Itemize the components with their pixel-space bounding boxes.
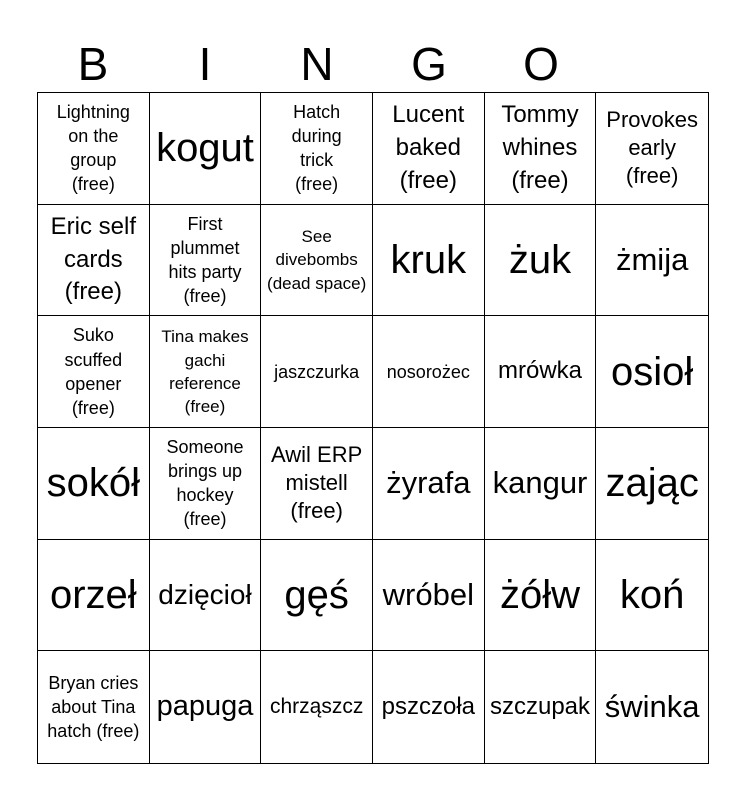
cell-text: Lucent baked (free) — [392, 101, 465, 194]
bingo-cell-r1c3[interactable] — [261, 93, 373, 205]
bingo-cell-r5c2[interactable] — [150, 540, 262, 652]
bingo-cell-r3c1[interactable] — [38, 316, 150, 428]
cell-text: Hatch during trick (free) — [291, 102, 342, 195]
cell-text: pszczoła — [381, 692, 475, 720]
cell-text: nosorożec — [386, 361, 470, 382]
cell-text: Lightning on the group (free) — [56, 102, 130, 195]
cell-text: szczupak — [489, 692, 591, 720]
cell-text: Tommy whines (free) — [501, 101, 579, 194]
cell-text: Provokes early (free) — [606, 107, 699, 189]
bingo-cell-r4c2[interactable] — [150, 428, 262, 540]
cell-text: Someone brings up hockey (free) — [166, 437, 244, 530]
header-letter-n: N — [300, 38, 334, 90]
cell-text: koń — [619, 572, 685, 617]
bingo-cell-r4c4[interactable] — [373, 428, 485, 540]
bingo-cell-r4c5[interactable] — [485, 428, 597, 540]
bingo-board — [37, 92, 709, 764]
bingo-cell-r2c2[interactable] — [150, 205, 262, 317]
bingo-cell-r6c5[interactable] — [485, 651, 597, 763]
bingo-cell-r1c1[interactable] — [38, 93, 150, 205]
bingo-cell-r1c6[interactable] — [596, 93, 708, 205]
bingo-cell-r5c4[interactable] — [373, 540, 485, 652]
bingo-cell-r6c1[interactable] — [38, 651, 150, 763]
bingo-cell-r2c1[interactable] — [38, 205, 150, 317]
cell-text: świnka — [604, 689, 700, 725]
bingo-header — [37, 36, 709, 92]
header-letter-i: I — [198, 38, 212, 90]
bingo-cell-r5c1[interactable] — [38, 540, 150, 652]
cell-text: Tina makes gachi reference (free) — [161, 327, 249, 416]
cell-text: kruk — [390, 237, 467, 282]
cell-text: orzeł — [49, 572, 137, 617]
bingo-cell-r1c5[interactable] — [485, 93, 597, 205]
cell-text: mrówka — [497, 357, 582, 385]
cell-text: jaszczurka — [274, 361, 360, 382]
bingo-cell-r6c3[interactable] — [261, 651, 373, 763]
cell-text: dzięcioł — [158, 578, 252, 610]
cell-text: Awil ERP mistell (free) — [271, 442, 363, 524]
cell-text: żmija — [615, 241, 689, 277]
bingo-cell-r2c4[interactable] — [373, 205, 485, 317]
cell-text: See divebombs (dead space) — [267, 227, 367, 293]
cell-text: kogut — [156, 126, 254, 171]
bingo-cell-r3c6[interactable] — [596, 316, 708, 428]
bingo-cell-r6c4[interactable] — [373, 651, 485, 763]
bingo-cell-r1c2[interactable] — [150, 93, 262, 205]
bingo-cell-r6c2[interactable] — [150, 651, 262, 763]
bingo-cell-r4c6[interactable] — [596, 428, 708, 540]
bingo-cell-r4c1[interactable] — [38, 428, 150, 540]
bingo-cell-r3c5[interactable] — [485, 316, 597, 428]
header-letter-g: G — [411, 38, 447, 90]
cell-text: żółw — [499, 572, 580, 617]
cell-text: wróbel — [382, 576, 474, 612]
header-letter-b: B — [77, 38, 109, 90]
bingo-cell-r6c6[interactable] — [596, 651, 708, 763]
bingo-cell-r1c4[interactable] — [373, 93, 485, 205]
cell-text: żuk — [508, 237, 572, 282]
header-letter-o: O — [523, 38, 559, 90]
cell-text: kangur — [492, 465, 588, 501]
bingo-cell-r5c3[interactable] — [261, 540, 373, 652]
bingo-cell-r2c6[interactable] — [596, 205, 708, 317]
bingo-cell-r3c3[interactable] — [261, 316, 373, 428]
cell-text: osioł — [611, 349, 694, 394]
cell-text: papuga — [156, 690, 254, 723]
cell-text: Suko scuffed opener (free) — [64, 325, 123, 418]
cell-text: Bryan cries about Tina hatch (free) — [47, 672, 140, 742]
bingo-cell-r5c5[interactable] — [485, 540, 597, 652]
cell-text: sokół — [46, 461, 141, 506]
cell-text: zając — [605, 461, 699, 506]
cell-text: gęś — [284, 572, 349, 617]
cell-text: żyrafa — [386, 465, 471, 501]
cell-text: First plummet hits party (free) — [168, 213, 242, 307]
cell-text: Eric self cards (free) — [50, 213, 136, 306]
bingo-cell-r2c5[interactable] — [485, 205, 597, 317]
bingo-cell-r3c2[interactable] — [150, 316, 262, 428]
bingo-cell-r5c6[interactable] — [596, 540, 708, 652]
cell-text: chrząszcz — [269, 694, 364, 718]
bingo-cell-r3c4[interactable] — [373, 316, 485, 428]
bingo-cell-r2c3[interactable] — [261, 205, 373, 317]
header-spacer — [597, 36, 709, 92]
bingo-cell-r4c3[interactable] — [261, 428, 373, 540]
